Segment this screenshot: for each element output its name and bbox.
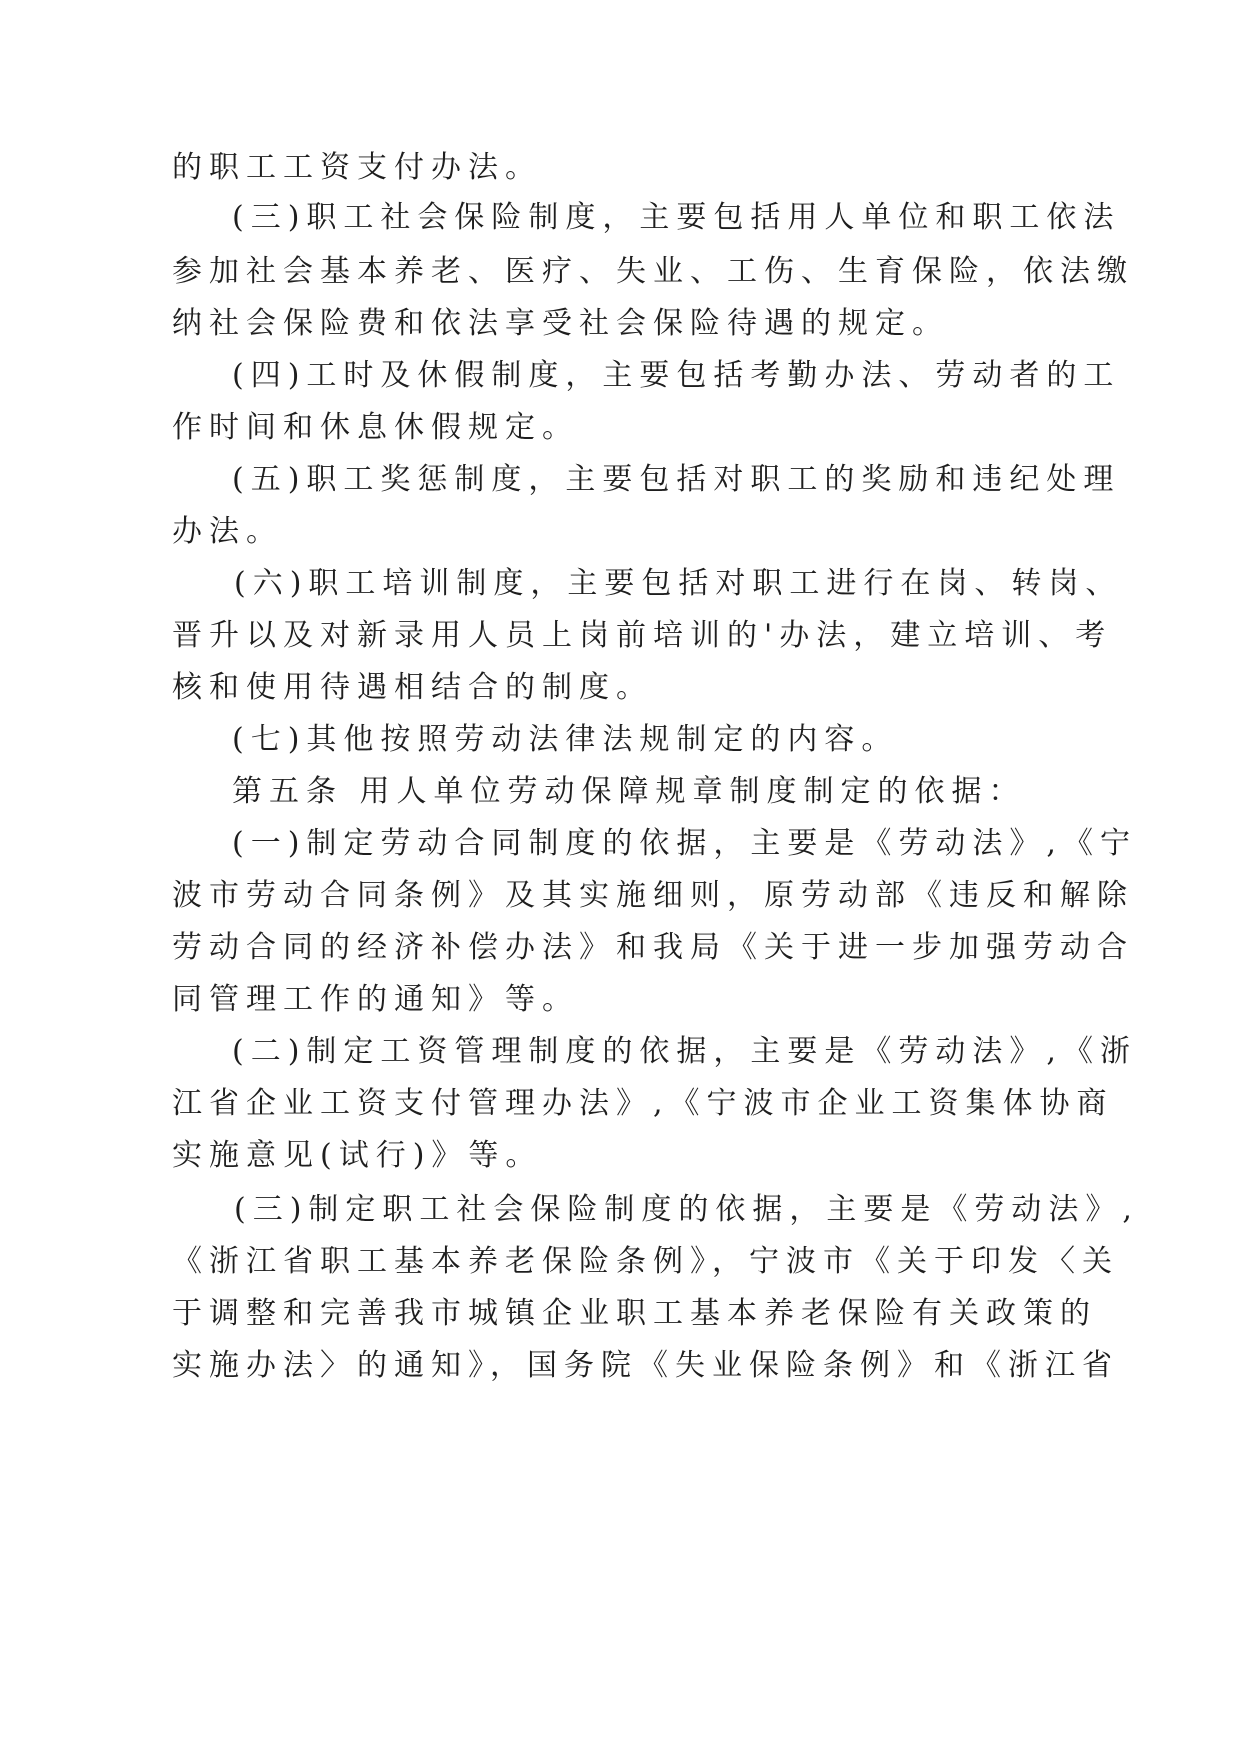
body-line: (四)工时及休假制度，主要包括考勤办法、劳动者的工 — [232, 358, 1121, 393]
body-line: (七)其他按照劳动法律法规制定的内容。 — [232, 722, 899, 757]
body-line: 实施办法〉的通知》，国务院《失业保险条例》和《浙江省 — [172, 1348, 1119, 1383]
body-line: 办法。 — [172, 514, 283, 549]
body-line: 作时间和休息休假规定。 — [172, 410, 579, 445]
body-line: (一)制定劳动合同制度的依据，主要是《劳动法》,《宁 — [232, 826, 1137, 861]
body-line: 的职工工资支付办法。 — [172, 150, 542, 185]
body-line: 核和使用待遇相结合的制度。 — [172, 670, 653, 705]
body-line: 同管理工作的通知》等。 — [172, 982, 579, 1017]
body-line: 纳社会保险费和依法享受社会保险待遇的规定。 — [172, 306, 949, 341]
body-line: (二)制定工资管理制度的依据，主要是《劳动法》,《浙 — [232, 1034, 1137, 1069]
body-line: (三)职工社会保险制度，主要包括用人单位和职工依法 — [232, 200, 1121, 235]
body-line: (六)职工培训制度，主要包括对职工进行在岗、转岗、 — [234, 566, 1123, 601]
section-heading: 第五条 用人单位劳动保障规章制度制定的依据： — [232, 774, 1026, 809]
body-line: 江省企业工资支付管理办法》,《宁波市企业工资集体协商 — [172, 1086, 1114, 1121]
body-line: 参加社会基本养老、医疗、失业、工伤、生育保险，依法缴 — [172, 254, 1134, 289]
body-line: (三)制定职工社会保险制度的依据，主要是《劳动法》, — [234, 1192, 1139, 1227]
body-line: 实施意见(试行)》等。 — [172, 1138, 543, 1173]
body-line: 劳动合同的经济补偿办法》和我局《关于进一步加强劳动合 — [172, 930, 1134, 965]
body-line: 于调整和完善我市城镇企业职工基本养老保险有关政策的 — [172, 1296, 1097, 1331]
body-line: 晋升以及对新录用人员上岗前培训的'办法，建立培训、考 — [172, 618, 1113, 653]
body-line: 《浙江省职工基本养老保险条例》，宁波市《关于印发〈关 — [172, 1244, 1119, 1279]
body-line: 波市劳动合同条例》及其实施细则，原劳动部《违反和解除 — [172, 878, 1134, 913]
body-line: (五)职工奖惩制度，主要包括对职工的奖励和违纪处理 — [232, 462, 1121, 497]
